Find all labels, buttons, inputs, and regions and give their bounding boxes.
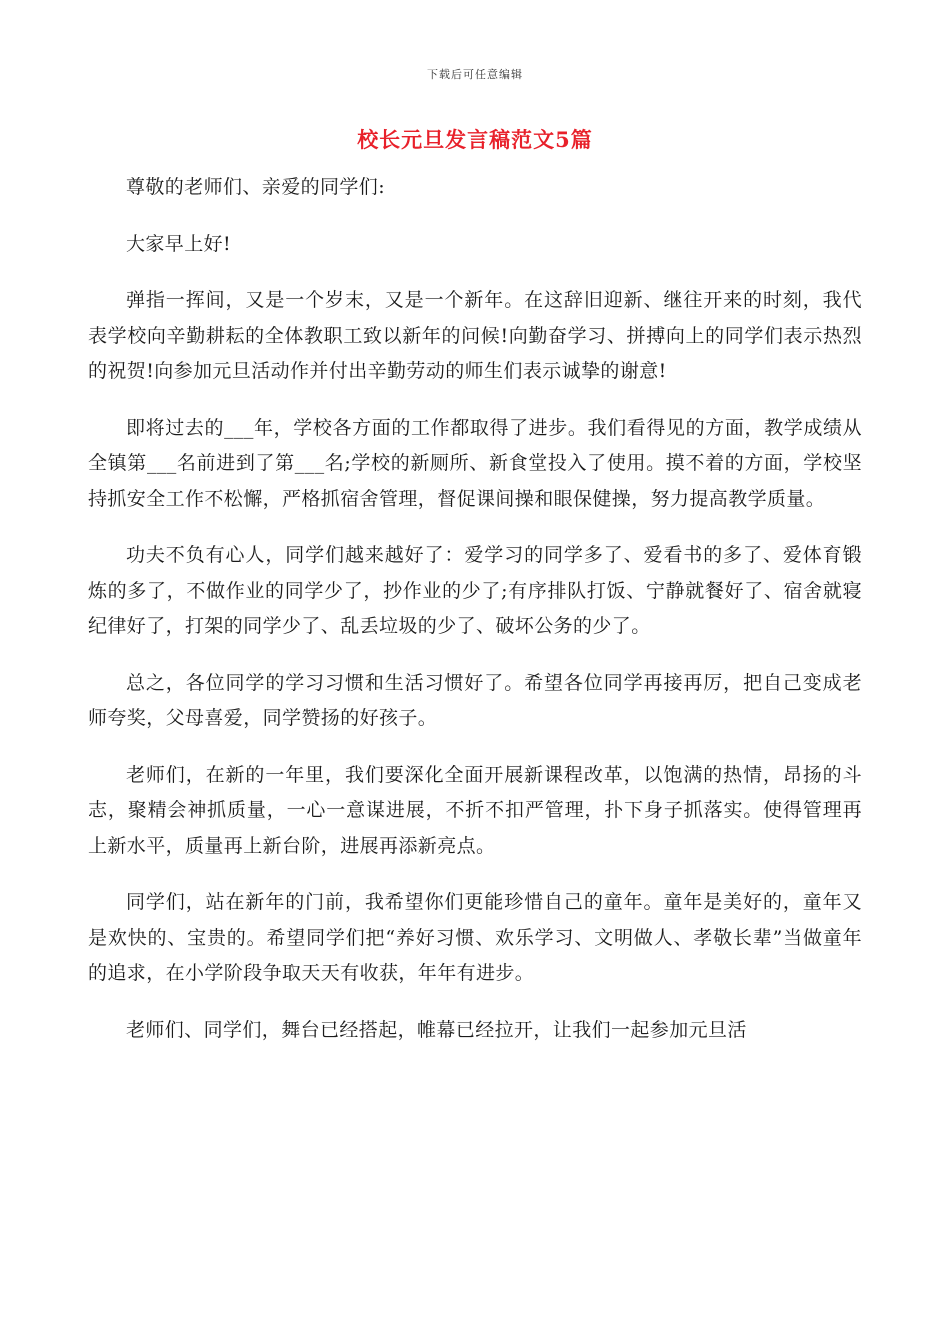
paragraph-salutation: 尊敬的老师们、亲爱的同学们: [126, 176, 386, 198]
document-body [88, 170, 862, 1069]
paragraph-greeting: 大家早上好! [126, 232, 232, 255]
paragraph-closing: 老师们、同学们，舞台已经搭起，帷幕已经拉开，让我们一起参加元旦活 [126, 1018, 747, 1041]
document-title: 校长元旦发言稿范文5篇 [357, 127, 593, 152]
paragraph-teachers-goals: 老师们，在新的一年里，我们要深化全面开展新课程改革，以饱满的热情，昂扬的斗志，聚精会神抓质量，一心一意谋进展，不折不扣严管理，扑下身子抓落实。使得管理再上新水平，质量再上新台阶，进展再添新亮点。 [88, 763, 862, 857]
paragraph-students-hopes: 同学们，站在新年的门前，我希望你们更能珍惜自己的童年。童年是美好的，童年又是欢快的、宝贵的。希望同学们把“养好习惯、欢乐学习、文明做人、孝敬长辈”当做童年的追求，在小学阶段争取天天有收获，年年有进步。 [88, 891, 862, 984]
paragraph-new-year-wishes: 弹指一挥间，又是一个岁末，又是一个新年。在这辞旧迎新、继往开来的时刻，我代表学校向辛勤耕耘的全体教职工致以新年的问候!向勤奋学习、拼搏向上的同学们表示热烈的祝贺!向参加元旦活动作并付出辛勤劳动的师生们表示诚挚的谢意! [88, 289, 862, 382]
paragraph-school-progress: 即将过去的___年，学校各方面的工作都取得了进步。我们看得见的方面，教学成绩从全镇第___名前进到了第___名;学校的新厕所、新食堂投入了使用。摸不着的方面，学校坚持抓安全工作不松懈，严格抓宿舍管理，督促课间操和眼保健操，努力提高教学质量。 [88, 416, 862, 510]
page-header-note: 下载后可任意编辑 [427, 68, 523, 81]
paragraph-summary: 总之，各位同学的学习习惯和生活习惯好了。希望各位同学再接再厉，把自己变成老师夸奖，父母喜爱，同学赞扬的好孩子。 [88, 671, 862, 729]
paragraph-student-improvement: 功夫不负有心人，同学们越来越好了：爱学习的同学多了、爱看书的多了、爱体育锻炼的多了，不做作业的同学少了，抄作业的少了;有序排队打饭、宁静就餐好了、宿舍就寝纪律好了，打架的同学少了、乱丢垃圾的少了、破坏公务的少了。 [88, 544, 862, 637]
